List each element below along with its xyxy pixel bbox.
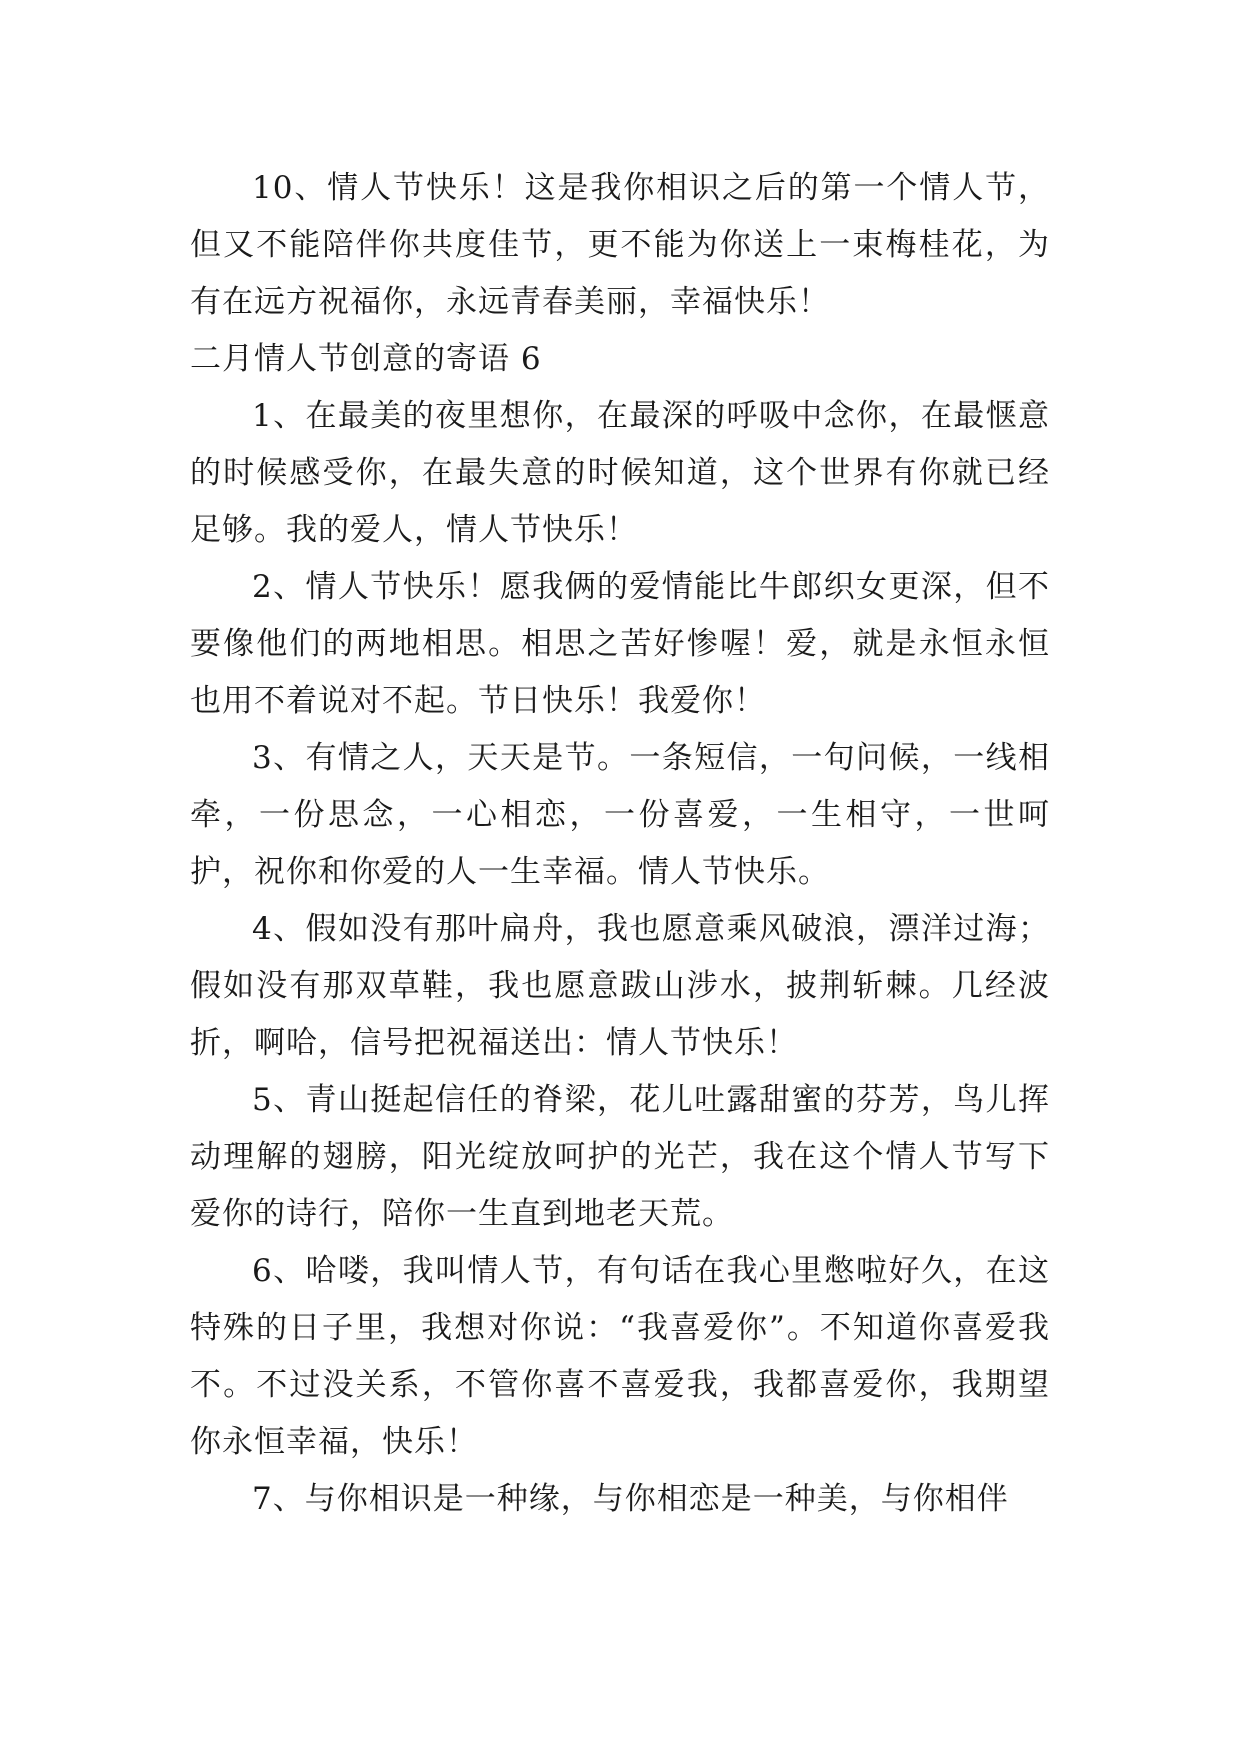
paragraph-10: 10、情人节快乐！这是我你相识之后的第一个情人节，但又不能陪伴你共度佳节，更不能为你送上一束梅桂花，为有在远方祝福你，永远青春美丽，幸福快乐！ xyxy=(190,170,1050,320)
document-body xyxy=(190,160,1050,1528)
paragraph-3: 3、有情之人，天天是节。一条短信，一句问候，一线相牵，一份思念，一心相恋，一份喜爱，一生相守，一世呵护，祝你和你爱的人一生幸福。情人节快乐。 xyxy=(190,740,1050,890)
paragraph-5: 5、青山挺起信任的脊梁，花儿吐露甜蜜的芬芳，鸟儿挥动理解的翅膀，阳光绽放呵护的光芒，我在这个情人节写下爱你的诗行，陪你一生直到地老天荒。 xyxy=(190,1082,1050,1232)
section-heading: 二月情人节创意的寄语 6 xyxy=(190,341,542,377)
paragraph-2: 2、情人节快乐！愿我俩的爱情能比牛郎织女更深，但不要像他们的两地相思。相思之苦好惨喔！爱，就是永恒永恒也用不着说对不起。节日快乐！我爱你！ xyxy=(190,569,1050,719)
paragraph-4: 4、假如没有那叶扁舟，我也愿意乘风破浪，漂洋过海；假如没有那双草鞋，我也愿意跋山涉水，披荆斩棘。几经波折，啊哈，信号把祝福送出：情人节快乐！ xyxy=(190,911,1050,1061)
paragraph-6: 6、哈喽，我叫情人节，有句话在我心里憋啦好久，在这特殊的日子里，我想对你说：“我喜爱你”。不知道你喜爱我不。不过没关系，不管你喜不喜爱我，我都喜爱你，我期望你永恒幸福，快乐！ xyxy=(190,1253,1050,1460)
paragraph-7: 7、与你相识是一种缘，与你相恋是一种美，与你相伴 xyxy=(252,1481,1009,1517)
paragraph-1: 1、在最美的夜里想你，在最深的呼吸中念你，在最惬意的时候感受你，在最失意的时候知道，这个世界有你就已经足够。我的爱人，情人节快乐！ xyxy=(190,398,1050,548)
